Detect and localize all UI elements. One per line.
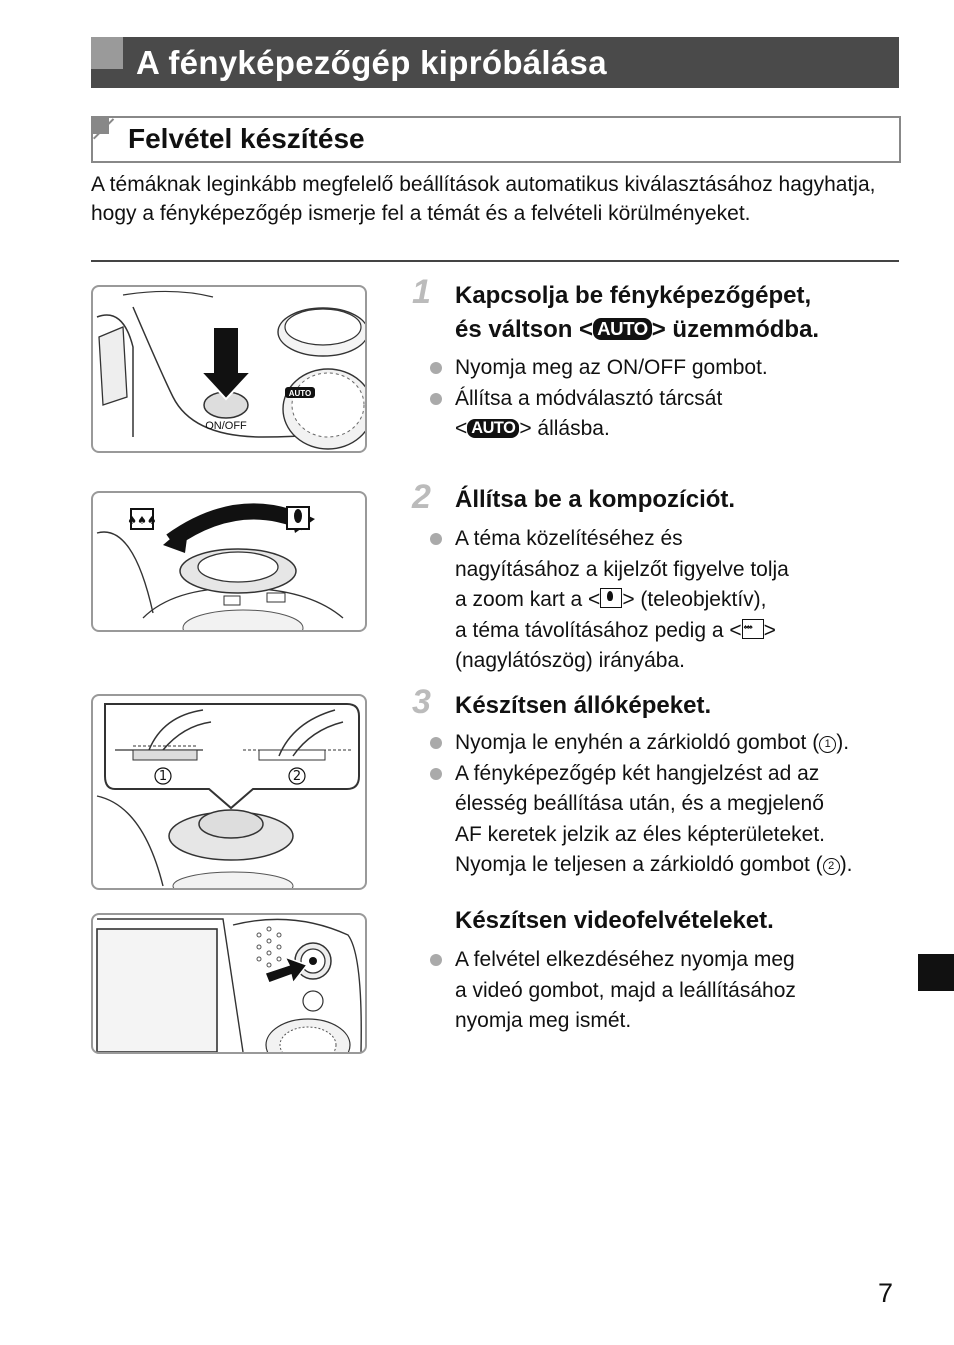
step-1-heading-text-b: > üzemmódba. — [651, 316, 820, 343]
page-number: 7 — [878, 1278, 894, 1308]
list-item — [428, 728, 908, 759]
step-1-heading-text-a: és váltson < — [455, 316, 594, 343]
list-item — [428, 759, 908, 881]
onoff-label: ON/OFF — [205, 420, 247, 432]
step-3-heading: Készítsen állóképeket. — [455, 692, 712, 719]
bullet-text: élesség beállítása után, és a megjelenő — [455, 792, 824, 815]
video-heading: Készítsen videofelvételeket. — [455, 907, 774, 934]
bullet-text-b: ). — [836, 731, 850, 754]
camera-screen — [97, 929, 217, 1052]
bullet-text-b: ). — [839, 853, 853, 876]
step-1-bullets — [428, 353, 908, 445]
bullet-text-b: > állásba. — [519, 417, 610, 440]
step-1-heading-line2 — [455, 313, 905, 347]
bullet-text-line2 — [455, 414, 908, 445]
bullet-text: a videó gombot, majd a leállításához — [455, 978, 796, 1002]
shutter-button-icon — [198, 552, 278, 582]
list-item — [428, 384, 908, 445]
svg-text:♠♠♠: ♠♠♠ — [127, 514, 157, 527]
press-label-1: 1 — [158, 769, 168, 784]
page-title: A fényképezőgép kipróbálása — [136, 44, 607, 81]
bullet-text: A téma közelítéséhez és — [455, 527, 683, 550]
step-number: 1 — [412, 273, 431, 311]
bullet-text: AF keretek jelzik az éles képterületeket. — [455, 822, 826, 846]
circle-2-icon: 2 — [823, 858, 840, 875]
bullet-text: nyomja meg ismét. — [455, 1009, 632, 1032]
step-1-heading-line1: Kapcsolja be fényképezőgépet, — [455, 282, 812, 309]
step-number: 3 — [412, 683, 431, 721]
bullet-text: A fényképezőgép két hangjelzést ad az — [455, 761, 820, 785]
shutter-button-icon — [199, 810, 263, 838]
divider — [91, 260, 899, 262]
bullet-text: Nyomja meg az ON/OFF gombot. — [455, 356, 768, 379]
arrow-down-icon — [201, 327, 251, 399]
circle-1-icon: 1 — [819, 736, 836, 753]
movie-button-illustration — [91, 913, 367, 1054]
list-item — [428, 524, 908, 677]
movie-button-icon — [309, 957, 317, 965]
arrow-left-icon — [163, 523, 189, 553]
bullet-text: (nagylátószög) irányába. — [455, 649, 685, 672]
auto-mode-icon: AUTO — [467, 419, 519, 438]
bullet-text: nagyításához a kijelzőt figyelve tolja — [455, 557, 789, 581]
step-1-heading — [455, 279, 905, 347]
step-number: 2 — [412, 478, 431, 516]
power-button-illustration — [91, 285, 367, 453]
auto-mode-icon: AUTO — [593, 318, 652, 340]
step-2-bullets — [428, 524, 908, 677]
wide-angle-icon — [742, 619, 764, 639]
bullet-text: A felvétel elkezdéséhez nyomja meg — [455, 948, 795, 971]
intro-paragraph: A témáknak leginkább megfelelő beállítások automatikus kiválasztásához hagyhatja, hogy a fényképezőgép ismerje fel a témát és a felvételi körülményeket. — [91, 173, 876, 225]
list-item — [428, 353, 908, 384]
bullet-text-a: Nyomja le teljesen a zárkioldó gombot ( — [455, 853, 823, 876]
press-label-2: 2 — [292, 769, 302, 784]
bullet-text-a: a téma távolításához pedig a < — [455, 618, 742, 642]
bullet-text-a: a zoom kart a < — [455, 588, 601, 611]
step-2-heading: Állítsa be a kompozíciót. — [455, 486, 736, 513]
section-title: Felvétel készítése — [128, 123, 365, 154]
bullet-text-b: > — [763, 618, 776, 642]
step-3-bullets — [428, 728, 908, 881]
bullet-text-a: < — [455, 417, 468, 440]
bullet-text-line4 — [455, 850, 908, 881]
bullet-text-line4 — [455, 616, 908, 647]
telephoto-icon — [600, 588, 622, 608]
chapter-tab — [918, 954, 954, 991]
shutter-press-illustration — [91, 694, 367, 890]
bullet-text-a: Nyomja le enyhén a zárkioldó gombot ( — [455, 731, 820, 754]
dial-auto-label: AUTO — [288, 389, 312, 398]
list-item — [428, 945, 908, 1037]
bullet-text: Állítsa a módválasztó tárcsát — [455, 386, 723, 410]
bullet-text-line3 — [455, 585, 908, 616]
zoom-lever-illustration — [91, 491, 367, 632]
video-bullets — [428, 945, 908, 1037]
title-square-decoration — [91, 37, 123, 69]
bullet-text-b: > (teleobjektív), — [622, 588, 767, 611]
